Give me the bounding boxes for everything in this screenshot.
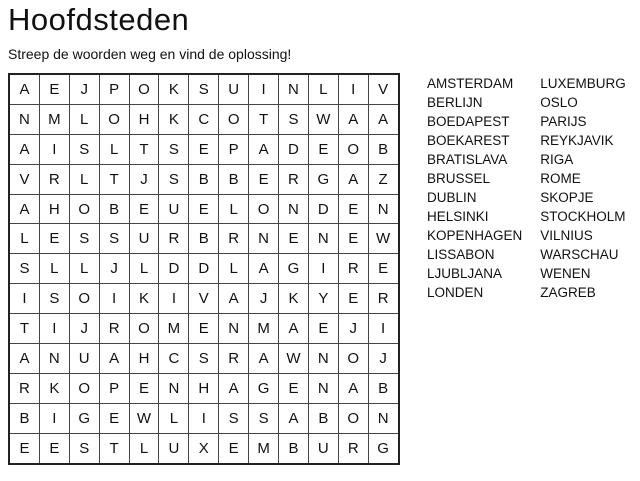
grid-row <box>9 194 399 224</box>
grid-cell[interactable]: N <box>368 194 398 224</box>
word-list-right <box>540 74 626 302</box>
word-item: REYKJAVIK <box>540 133 614 148</box>
grid-cell[interactable]: P <box>99 74 129 104</box>
grid-cell[interactable]: L <box>99 134 129 164</box>
grid-cell[interactable]: L <box>219 194 249 224</box>
grid-cell[interactable]: S <box>219 403 249 433</box>
letter-grid <box>8 73 400 465</box>
grid-cell[interactable]: H <box>189 373 219 403</box>
grid-cell[interactable]: B <box>219 164 249 194</box>
word-item: BERLIJN <box>427 95 483 110</box>
grid-cell[interactable]: A <box>338 104 368 134</box>
grid-cell[interactable]: T <box>9 314 39 344</box>
grid-cell[interactable]: W <box>279 344 309 374</box>
grid-cell[interactable]: R <box>368 284 398 314</box>
grid-cell[interactable]: M <box>39 104 69 134</box>
grid-cell[interactable]: W <box>129 403 159 433</box>
grid-cell[interactable]: E <box>129 194 159 224</box>
grid-cell[interactable]: E <box>279 373 309 403</box>
grid-cell[interactable]: T <box>129 134 159 164</box>
grid-cell[interactable]: R <box>99 314 129 344</box>
instruction-text: Streep de woorden weg en vind de oplossing! <box>8 46 292 62</box>
grid-cell[interactable]: J <box>69 74 99 104</box>
word-item: AMSTERDAM <box>427 76 514 91</box>
grid-cell[interactable]: A <box>338 373 368 403</box>
word-item: ZAGREB <box>540 285 596 300</box>
grid-cell[interactable]: R <box>219 224 249 254</box>
grid-cell[interactable]: H <box>129 344 159 374</box>
grid-cell[interactable]: A <box>338 164 368 194</box>
grid-row <box>9 74 399 104</box>
grid-cell[interactable]: E <box>189 134 219 164</box>
grid-cell[interactable]: O <box>69 373 99 403</box>
grid-cell[interactable]: K <box>159 104 189 134</box>
grid-cell[interactable]: B <box>368 134 398 164</box>
grid-cell[interactable]: E <box>338 194 368 224</box>
grid-cell[interactable]: S <box>189 344 219 374</box>
grid-cell[interactable]: V <box>9 164 39 194</box>
grid-cell[interactable]: Z <box>368 164 398 194</box>
grid-cell[interactable]: E <box>39 74 69 104</box>
grid-cell[interactable]: I <box>99 284 129 314</box>
grid-cell[interactable]: S <box>189 74 219 104</box>
grid-cell[interactable]: E <box>219 433 249 463</box>
grid-cell[interactable]: E <box>39 224 69 254</box>
grid-cell[interactable]: R <box>9 373 39 403</box>
grid-row <box>9 284 399 314</box>
grid-row <box>9 373 399 403</box>
word-item: BRATISLAVA <box>427 152 508 167</box>
grid-cell[interactable]: B <box>279 433 309 463</box>
word-list <box>427 74 626 302</box>
grid-cell[interactable]: O <box>129 314 159 344</box>
grid-cell[interactable]: O <box>129 74 159 104</box>
grid-cell[interactable]: N <box>279 194 309 224</box>
grid-cell[interactable]: J <box>129 164 159 194</box>
grid-cell[interactable]: U <box>308 433 338 463</box>
grid-cell[interactable]: P <box>99 373 129 403</box>
grid-cell[interactable]: E <box>249 164 279 194</box>
grid-cell[interactable]: L <box>159 403 189 433</box>
grid-cell[interactable]: L <box>129 433 159 463</box>
word-item: DUBLIN <box>427 190 477 205</box>
grid-cell[interactable]: B <box>99 194 129 224</box>
grid-cell[interactable]: J <box>249 284 279 314</box>
grid-cell[interactable]: B <box>189 164 219 194</box>
grid-cell[interactable]: W <box>308 104 338 134</box>
grid-cell[interactable]: M <box>249 314 279 344</box>
grid-cell[interactable]: R <box>159 224 189 254</box>
grid-cell[interactable]: S <box>69 433 99 463</box>
grid-cell[interactable]: A <box>9 194 39 224</box>
grid-cell[interactable]: S <box>39 284 69 314</box>
grid-cell[interactable]: B <box>189 224 219 254</box>
grid-cell[interactable]: I <box>338 74 368 104</box>
grid-row <box>9 134 399 164</box>
word-item: RIGA <box>540 152 574 167</box>
grid-cell[interactable]: I <box>39 134 69 164</box>
grid-cell[interactable]: C <box>159 344 189 374</box>
grid-cell[interactable]: K <box>279 284 309 314</box>
grid-cell[interactable]: N <box>308 373 338 403</box>
grid-cell[interactable]: O <box>338 134 368 164</box>
grid-row <box>9 164 399 194</box>
word-item: BOEKAREST <box>427 133 510 148</box>
grid-cell[interactable]: R <box>338 254 368 284</box>
grid-row <box>9 403 399 433</box>
grid-cell[interactable]: L <box>129 254 159 284</box>
grid-cell[interactable]: L <box>69 164 99 194</box>
grid-cell[interactable]: S <box>279 104 309 134</box>
word-item: ROME <box>540 171 581 186</box>
word-item: HELSINKI <box>427 209 489 224</box>
grid-cell[interactable]: O <box>219 104 249 134</box>
grid-cell[interactable]: D <box>159 254 189 284</box>
grid-cell[interactable]: E <box>189 194 219 224</box>
grid-cell[interactable]: E <box>279 224 309 254</box>
grid-cell[interactable]: E <box>308 134 338 164</box>
grid-cell[interactable]: I <box>368 314 398 344</box>
grid-cell[interactable]: J <box>99 254 129 284</box>
grid-cell[interactable]: E <box>129 373 159 403</box>
grid-cell[interactable]: U <box>159 433 189 463</box>
grid-row <box>9 314 399 344</box>
page-title: Hoofdsteden <box>8 2 190 37</box>
grid-cell[interactable]: A <box>279 314 309 344</box>
grid-cell[interactable]: T <box>99 164 129 194</box>
grid-cell[interactable]: G <box>279 254 309 284</box>
grid-cell[interactable]: I <box>189 403 219 433</box>
grid-cell[interactable]: O <box>338 403 368 433</box>
grid-cell[interactable]: E <box>189 314 219 344</box>
grid-cell[interactable]: X <box>189 433 219 463</box>
word-item: PARIJS <box>540 114 587 129</box>
grid-cell[interactable]: B <box>368 373 398 403</box>
grid-cell[interactable]: S <box>159 164 189 194</box>
grid-cell[interactable]: W <box>368 224 398 254</box>
grid-cell[interactable]: E <box>338 224 368 254</box>
grid-cell[interactable]: E <box>338 284 368 314</box>
grid-cell[interactable]: A <box>368 104 398 134</box>
grid-cell[interactable]: A <box>9 134 39 164</box>
word-item: STOCKHOLM <box>540 209 626 224</box>
grid-cell[interactable]: S <box>159 134 189 164</box>
word-item: OSLO <box>540 95 578 110</box>
grid-cell[interactable]: U <box>129 224 159 254</box>
grid-cell[interactable]: A <box>249 344 279 374</box>
grid-cell[interactable]: T <box>99 433 129 463</box>
grid-cell[interactable]: G <box>368 433 398 463</box>
grid-cell[interactable]: A <box>99 344 129 374</box>
grid-cell[interactable]: R <box>219 344 249 374</box>
grid-cell[interactable]: L <box>69 104 99 134</box>
grid-cell[interactable]: D <box>308 194 338 224</box>
grid-cell[interactable]: O <box>69 194 99 224</box>
grid-cell[interactable]: H <box>39 194 69 224</box>
grid-cell[interactable]: A <box>9 344 39 374</box>
grid-cell[interactable]: H <box>129 104 159 134</box>
grid-cell[interactable]: B <box>308 403 338 433</box>
grid-cell[interactable]: N <box>308 344 338 374</box>
grid-cell[interactable]: I <box>39 403 69 433</box>
grid-cell[interactable]: V <box>368 74 398 104</box>
grid-row <box>9 433 399 463</box>
grid-cell[interactable]: N <box>249 224 279 254</box>
grid-cell[interactable]: S <box>99 224 129 254</box>
grid-cell[interactable]: A <box>9 74 39 104</box>
grid-cell[interactable]: G <box>69 403 99 433</box>
grid-cell[interactable]: Y <box>308 284 338 314</box>
grid-cell[interactable]: E <box>308 314 338 344</box>
grid-cell[interactable]: I <box>308 254 338 284</box>
grid-cell[interactable]: L <box>39 254 69 284</box>
grid-cell[interactable]: T <box>249 104 279 134</box>
grid-cell[interactable]: R <box>338 433 368 463</box>
grid-cell[interactable]: O <box>338 344 368 374</box>
grid-cell[interactable]: E <box>99 403 129 433</box>
grid-cell[interactable]: C <box>189 104 219 134</box>
grid-cell[interactable]: D <box>279 134 309 164</box>
grid-cell[interactable]: N <box>159 373 189 403</box>
grid-cell[interactable]: U <box>69 344 99 374</box>
grid-cell[interactable]: M <box>159 314 189 344</box>
grid-cell[interactable]: I <box>249 74 279 104</box>
word-item: LONDEN <box>427 285 484 300</box>
word-list-left <box>427 74 522 302</box>
grid-cell[interactable]: K <box>159 74 189 104</box>
grid-row <box>9 104 399 134</box>
grid-cell[interactable]: G <box>308 164 338 194</box>
grid-cell[interactable]: A <box>219 284 249 314</box>
word-item: LJUBLJANA <box>427 266 503 281</box>
grid-cell[interactable]: A <box>219 373 249 403</box>
grid-cell[interactable]: N <box>279 74 309 104</box>
word-item: BRUSSEL <box>427 171 491 186</box>
grid-cell[interactable]: M <box>249 433 279 463</box>
grid-cell[interactable]: E <box>39 433 69 463</box>
word-item: WARSCHAU <box>540 247 619 262</box>
grid-cell[interactable]: V <box>189 284 219 314</box>
grid-cell[interactable]: N <box>219 314 249 344</box>
grid-cell[interactable]: E <box>9 433 39 463</box>
grid-cell[interactable]: I <box>39 314 69 344</box>
word-item: SKOPJE <box>540 190 594 205</box>
grid-cell[interactable]: B <box>9 403 39 433</box>
grid-row <box>9 254 399 284</box>
grid-cell[interactable]: N <box>39 344 69 374</box>
grid-cell[interactable]: N <box>308 224 338 254</box>
grid-cell[interactable]: S <box>69 134 99 164</box>
grid-cell[interactable]: S <box>249 403 279 433</box>
grid-cell[interactable]: I <box>9 284 39 314</box>
word-item: WENEN <box>540 266 591 281</box>
grid-cell[interactable]: R <box>279 164 309 194</box>
grid-cell[interactable]: U <box>159 194 189 224</box>
grid-cell[interactable]: D <box>189 254 219 284</box>
grid-cell[interactable]: L <box>9 224 39 254</box>
grid-cell[interactable]: G <box>249 373 279 403</box>
grid-cell[interactable]: L <box>308 74 338 104</box>
grid-cell[interactable]: S <box>69 224 99 254</box>
grid-cell[interactable]: U <box>219 74 249 104</box>
grid-row <box>9 224 399 254</box>
grid-cell[interactable]: O <box>99 104 129 134</box>
grid-cell[interactable]: O <box>249 194 279 224</box>
word-item: KOPENHAGEN <box>427 228 523 243</box>
grid-cell[interactable]: K <box>129 284 159 314</box>
grid-row <box>9 344 399 374</box>
grid-cell[interactable]: J <box>338 314 368 344</box>
grid-cell[interactable]: P <box>219 134 249 164</box>
grid-cell[interactable]: N <box>9 104 39 134</box>
grid-cell[interactable]: L <box>219 254 249 284</box>
word-item: LUXEMBURG <box>540 76 626 91</box>
grid-cell[interactable]: N <box>368 403 398 433</box>
grid-cell[interactable]: O <box>69 284 99 314</box>
grid-cell[interactable]: J <box>368 344 398 374</box>
word-item: BOEDAPEST <box>427 114 510 129</box>
grid-cell[interactable]: A <box>249 134 279 164</box>
grid-cell[interactable]: L <box>69 254 99 284</box>
grid-cell[interactable]: S <box>9 254 39 284</box>
grid-cell[interactable]: E <box>368 254 398 284</box>
word-item: VILNIUS <box>540 228 593 243</box>
word-item: LISSABON <box>427 247 495 262</box>
grid-cell[interactable]: A <box>249 254 279 284</box>
grid-cell[interactable]: A <box>279 403 309 433</box>
grid-cell[interactable]: R <box>39 164 69 194</box>
grid-cell[interactable]: I <box>159 284 189 314</box>
grid-cell[interactable]: K <box>39 373 69 403</box>
grid-cell[interactable]: J <box>69 314 99 344</box>
